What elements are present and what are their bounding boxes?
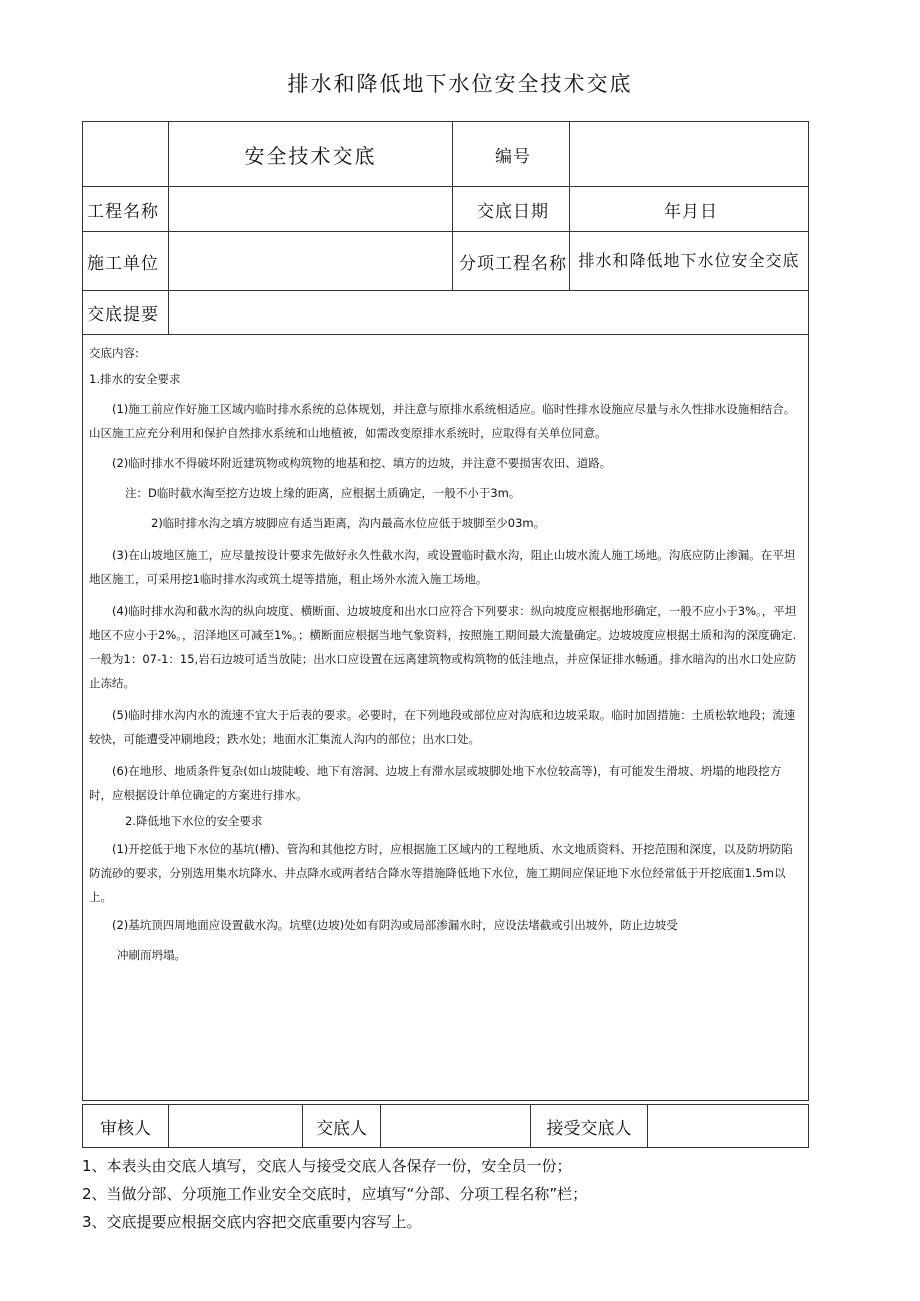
content-heading: 交底内容: [89, 346, 139, 360]
section-2-paragraph-2: (2)基坑顶四周地面应设置截水沟。坑壁(边坡)处如有阴沟或局部渗漏水时，应设法堵截或引出坡外，防止边坡受 [112, 918, 678, 932]
section-1-paragraph-2: (2)临时排水不得破坏附近建筑物或构筑物的地基和挖、填方的边坡，并注意不要损害农田、道路。 [112, 456, 612, 470]
footnote-item: 1、本表头由交底人填写，交底人与接受交底人各保存一份，安全员一份； [82, 1157, 572, 1175]
subitem-label: 分项工程名称 [453, 232, 570, 291]
section-1-paragraph-1: (1)施工前应作好施工区域内临时排水系统的总体规划，并注意与原排水系统相适应。临时性排水设施应尽量与永久性排水设施相结合。山区施工应充分利用和保护自然排水系统和山地植被，如需改变原排水系统时，应取得有关单位同意。 [89, 402, 796, 440]
project-name-label: 工程名称 [83, 187, 169, 232]
disclosure-content [83, 335, 809, 1101]
form-title: 安全技术交底 [169, 122, 453, 187]
date-value[interactable]: 年月日 [570, 187, 809, 232]
unit-label: 施工单位 [83, 232, 169, 291]
section-1-paragraph-5: (5)临时排水沟内水的流速不宜大于后表的要求。必要时，在下列地段或部位应对沟底和边坡采取。临时加固措施：土质松软地段；流速较快，可能遭受冲刷地段；跌水处；地面水汇集流人沟内的部位；出水口处。 [89, 708, 796, 746]
section-1-paragraph-3: (3)在山坡地区施工，应尽量按设计要求先做好永久性截水沟，或设置临时截水沟，阻止山坡水流人施工场地。沟底应防止渗漏。在平坦地区施工，可采用挖1临时排水沟或筑土堤等措施，租止场外水流入施工场地。 [89, 548, 796, 586]
section-1-paragraph-6: (6)在地形、地质条件复杂(如山坡陡峻、地下有溶洞、边坡上有滞水层或坡脚处地下水位较高等)，有可能发生滑坡、坍塌的地段挖方时，应根据设计单位确定的方案进行排水。 [89, 764, 782, 802]
receiver-value[interactable] [648, 1105, 809, 1148]
number-label: 编号 [453, 122, 570, 187]
footnote-item: 2、当做分部、分项施工作业安全交底时，应填写“分部、分项工程名称”栏； [82, 1185, 588, 1203]
logo-cell [83, 122, 169, 187]
discloser-value[interactable] [381, 1105, 531, 1148]
project-name-value[interactable] [169, 187, 453, 232]
subitem-value[interactable]: 排水和降低地下水位安全交底 [570, 232, 809, 291]
summary-value[interactable] [169, 291, 809, 335]
disclosure-form [82, 121, 809, 1101]
discloser-label: 交底人 [303, 1105, 381, 1148]
receiver-label: 接受交底人 [531, 1105, 648, 1148]
document-title: 排水和降低地下水位安全技术交底 [287, 72, 633, 96]
reviewer-value[interactable] [169, 1105, 303, 1148]
summary-label: 交底提要 [83, 291, 169, 335]
unit-value[interactable] [169, 232, 453, 291]
footnote-item: 3、交底提要应根据交底内容把交底重要内容写上。 [82, 1213, 422, 1231]
date-label: 交底日期 [453, 187, 570, 232]
signature-table [82, 1104, 809, 1148]
number-value[interactable] [570, 122, 809, 187]
section-1-title: 1.排水的安全要求 [89, 372, 181, 386]
section-2-paragraph-1: (1)开挖低于地下水位的基坑(槽)、管沟和其他挖方时，应根据施工区域内的工程地质、水文地质资料、开挖范围和深度，以及防坍防陷防流砂的要求，分别选用集水坑降水、井点降水或两者结合降水等措施降低地下水位，施工期间应保证地下水位经常低于开挖底面1.5m以上。 [89, 842, 793, 904]
section-1-note-1: 注：D临时截水淘至挖方边坡上缘的距离，应根据土质确定，一般不小于3m。 [125, 486, 521, 500]
section-2-title: 2.降低地下水位的安全要求 [125, 814, 263, 828]
section-2-paragraph-2-cont: 冲刷而坍塌。 [117, 948, 186, 962]
section-1-paragraph-4: (4)临时排水沟和截水沟的纵向坡度、横断面、边坡坡度和出水口应符合下列要求：纵向坡度应根据地形确定，一般不应小于3%。，平坦地区不应小于2%。，沼泽地区可减至1%。；横断面应根据当地气象资料，按照施工期间最大流量确定。边坡坡度应根据土质和沟的深度确定.一般为1：07-1：15,岩石边坡可适当放陡；出水口应设置在远离建筑物或构筑物的低洼地点，并应保证排水畅通。排水暗沟的出水口处应防止冻结。 [89, 604, 797, 690]
reviewer-label: 审核人 [83, 1105, 169, 1148]
section-1-note-2: 2)临时排水沟之填方坡脚应有适当距离，沟内最高水位应低于坡脚至少03m。 [151, 516, 546, 530]
footnotes [82, 1152, 842, 1236]
